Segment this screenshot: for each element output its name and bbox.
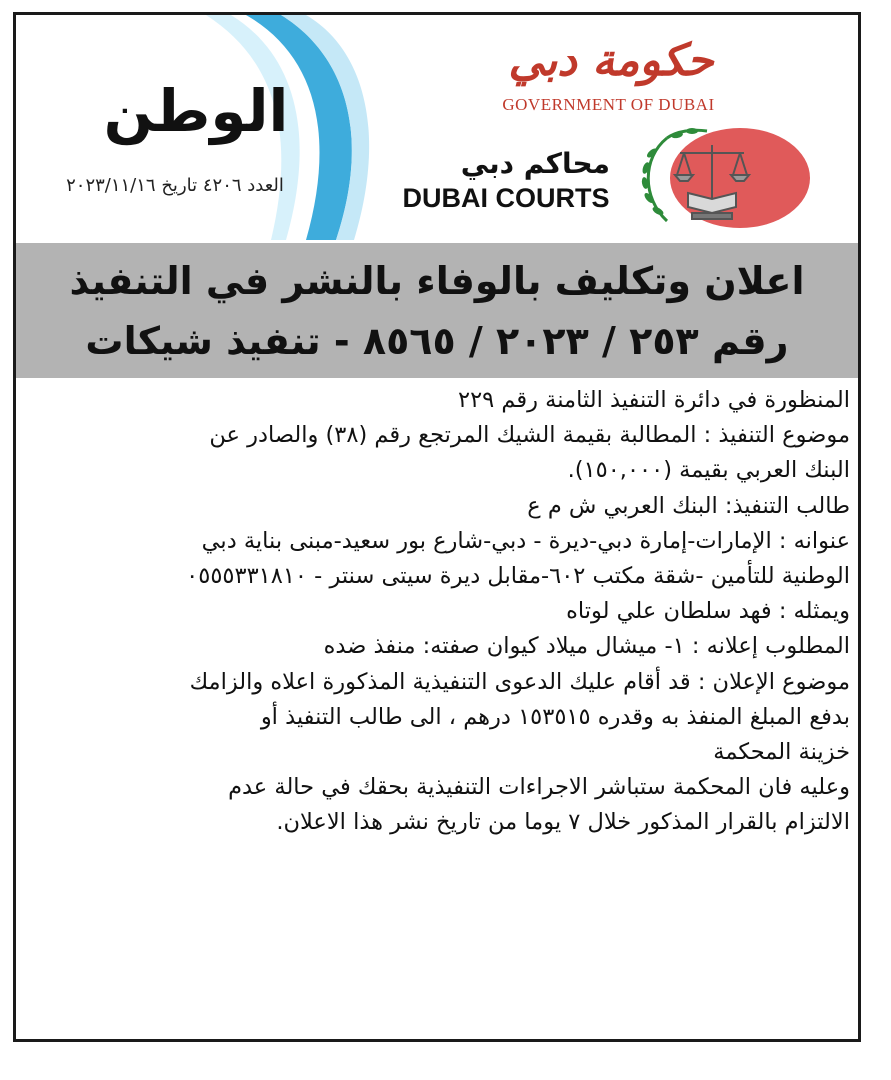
issue-date: العدد ٤٢٠٦ تاريخ ٢٠٢٣/١١/١٦ <box>66 175 284 196</box>
courts-arabic-label: محاكم دبي <box>460 147 610 180</box>
announcement-title <box>16 243 858 378</box>
body-line: بدفع المبلغ المنفذ به وقدره ١٥٣٥١٥ درهم ، الى طالب التنفيذ أو <box>260 703 850 730</box>
government-english-label: GOVERNMENT OF DUBAI <box>502 95 715 114</box>
announcement-frame <box>13 12 861 1042</box>
body-line: خزينة المحكمة <box>713 739 850 766</box>
body-line: المنظورة في دائرة التنفيذ الثامنة رقم ٢٢٩ <box>458 387 850 413</box>
body-line: المطلوب إعلانه : ١- ميشال ميلاد كيوان صفته: منفذ ضده <box>323 633 850 660</box>
dubai-courts-scales-emblem-icon <box>622 123 812 233</box>
announcement-body <box>28 383 850 841</box>
body-line: موضوع التنفيذ : المطالبة بقيمة الشيك المرتجع رقم (٣٨) والصادر عن <box>209 422 850 449</box>
body-line: موضوع الإعلان : قد أقام عليك الدعوى التنفيذية المذكورة اعلاه والزامك <box>189 668 850 695</box>
body-line: وعليه فان المحكمة ستباشر الاجراءات التنفيذية بحقك في حالة عدم <box>228 774 850 801</box>
body-line: الوطنية للتأمين -شقة مكتب ٦٠٢-مقابل ديرة سيتى سنتر - ٠٥٥٥٣٣١٨١٠ <box>186 563 850 590</box>
body-line: الالتزام بالقرار المذكور خلال ٧ يوما من تاريخ نشر هذا الاعلان. <box>276 809 850 836</box>
body-line: طالب التنفيذ: البنك العربي ش م ع <box>527 492 850 519</box>
body-line: عنوانه : الإمارات-إمارة دبي-ديرة - دبي-شارع بور سعيد-مبنى بناية دبي <box>201 527 850 554</box>
title-line-2: رقم ٢٥٣ / ٢٠٢٣ / ٨٥٦٥ - تنفيذ شيكات <box>85 319 789 363</box>
body-line: البنك العربي بقيمة (١٥٠,٠٠٠). <box>567 457 850 484</box>
title-line-1: اعلان وتكليف بالوفاء بالنشر في التنفيذ <box>69 259 805 303</box>
courts-english-label: DUBAI COURTS <box>402 183 610 213</box>
government-arabic-logo: حكومة دبي <box>508 35 714 86</box>
newspaper-name: الوطن <box>103 77 289 145</box>
body-line: ويمثله : فهد سلطان علي لوتاه <box>566 598 850 625</box>
header <box>16 15 858 240</box>
